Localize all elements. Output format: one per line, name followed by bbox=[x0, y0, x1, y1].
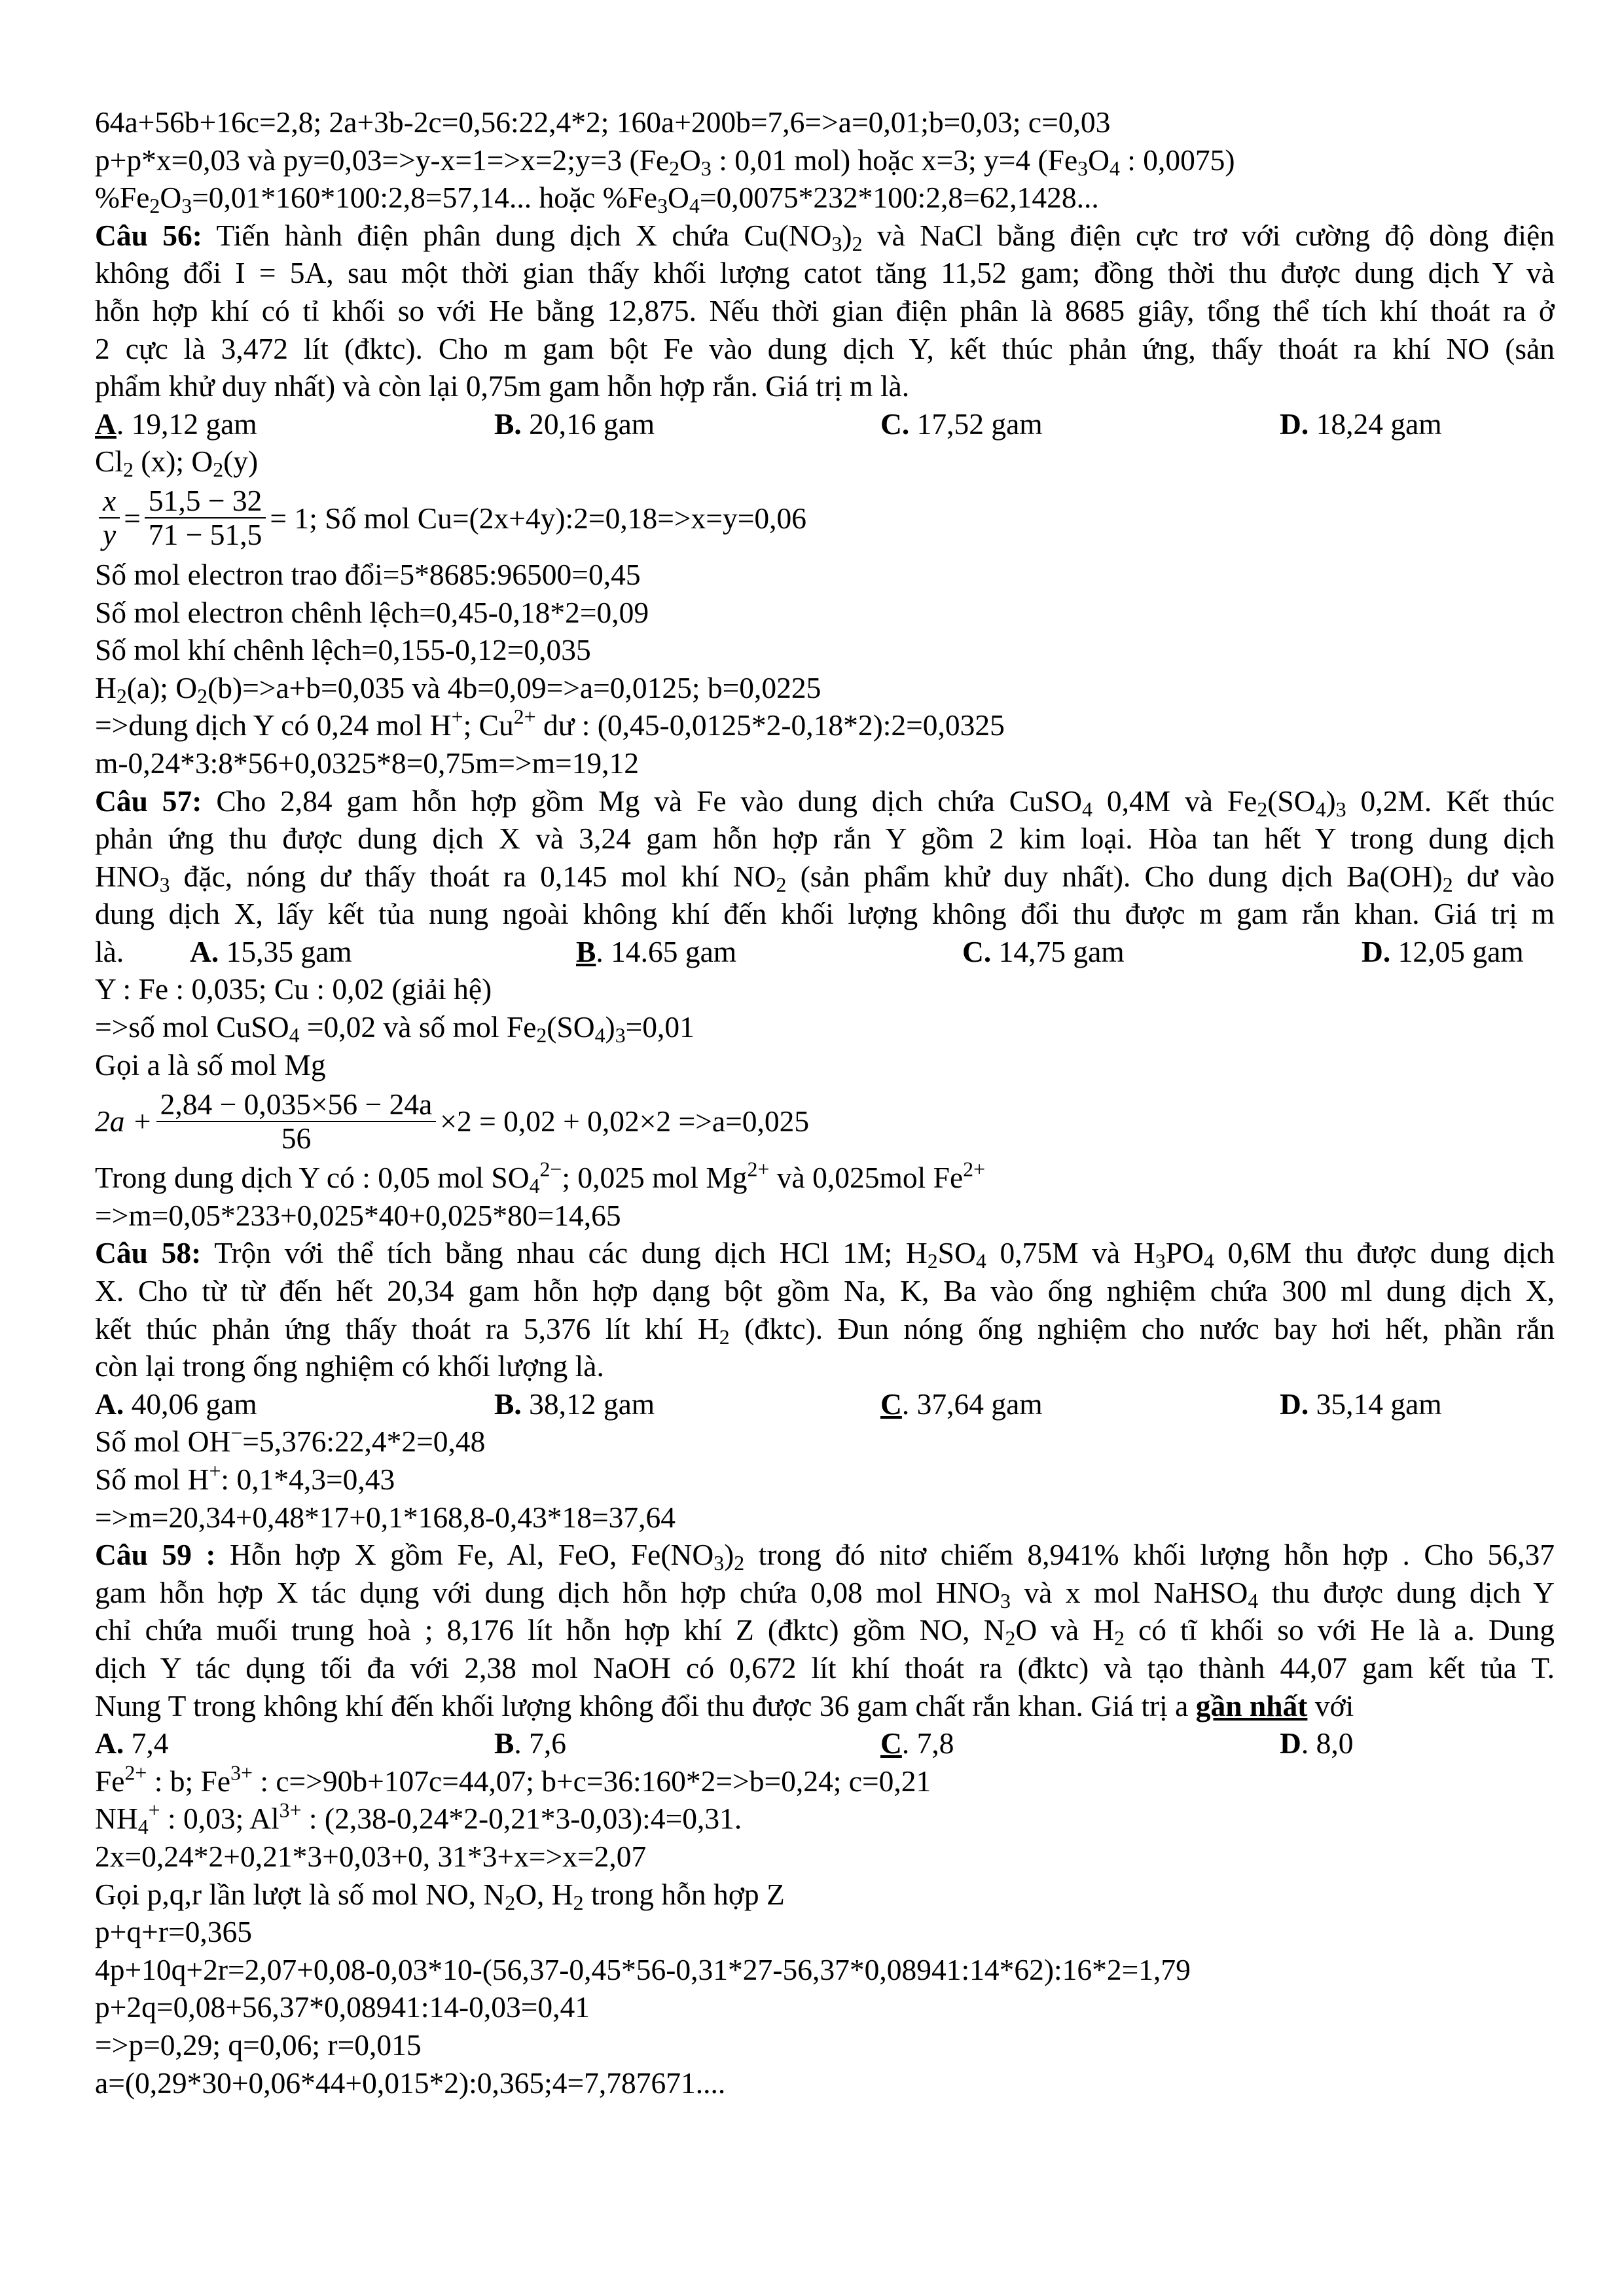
fraction: $\frac{51,5 - 32}{71 - 51,5}$ bbox=[145, 484, 266, 551]
option-d: D. 18,24 gam bbox=[1280, 407, 1442, 441]
question-text: X. Cho từ từ đến hết 20,34 gam hỗn hợp dạng bột gồm Na, K, Ba vào ống nghiệm chứa 300 ml dung dịch X, bbox=[95, 1274, 1555, 1308]
option-c: C. 17,52 gam bbox=[880, 407, 1043, 441]
solution-line: a=(0,29*30+0,06*44+0,015*2):0,365;4=7,787671.... bbox=[95, 2066, 726, 2100]
option-c: C. 37,64 gam bbox=[880, 1387, 1043, 1421]
solution-line: $\%Fe_2O_3=0,01*160*100:2,8=57,14$... hoặc $\%Fe_3O_4=0,0075*232*100:2,8=62,1428$... bbox=[95, 181, 1099, 218]
solution-line: Số mol OH−=5,376:22,4*2=0,48 bbox=[95, 1421, 486, 1459]
solution-line: =>m=20,34+0,48*17+0,1*168,8-0,43*18=37,64 bbox=[95, 1500, 676, 1534]
fraction: $\frac{2,84 - 0,035\times 56 - 24a}{56}$ bbox=[156, 1088, 437, 1155]
solution-line: Số mol khí chênh lệch=0,155-0,12=0,035 bbox=[95, 633, 591, 667]
question-text: 2 cực là 3,472 lít (đktc). Cho m gam bột Fe vào dung dịch Y, kết thúc phản ứng, thấy thoát ra khí NO (sản bbox=[95, 331, 1555, 365]
solution-line: 2x=0,24*2+0,21*3+0,03+0, 31*3+x=>x=2,07 bbox=[95, 1839, 647, 1873]
option-d: D. 8,0 bbox=[1280, 1726, 1354, 1760]
question-text: là. bbox=[95, 934, 124, 968]
solution-line: $Cl_2$ (x); $O_2(y)$ bbox=[95, 445, 259, 482]
option-a: A. 40,06 gam bbox=[95, 1387, 257, 1421]
option-d: D. 35,14 gam bbox=[1280, 1387, 1442, 1421]
solution-line: Số mol electron trao đổi=5*8685:96500=0,45 bbox=[95, 557, 641, 591]
question-text: $HNO_3$ đặc, nóng dư thấy thoát ra 0,145 mol khí $NO_2$ (sản phẩm khử duy nhất). Cho dung dịch $Ba(OH)_2$ dư vào bbox=[95, 859, 1555, 896]
option-a: A. 7,4 bbox=[95, 1726, 169, 1760]
option-b: B. 38,12 gam bbox=[494, 1387, 655, 1421]
option-b: B. 14.65 gam bbox=[576, 934, 737, 968]
solution-line: m-0,24*3:8*56+0,0325*8=0,75m=>m=19,12 bbox=[95, 746, 640, 780]
solution-line: 4p+10q+2r=2,07+0,08-0,03*10-(56,37-0,45*56-0,31*27-56,37*0,08941:14*62):16*2=1,79 bbox=[95, 1952, 1191, 1986]
solution-line: 64a+56b+16c=2,8; 2a+3b-2c=0,56:22,4*2; 160a+200b=7,6=>a=0,01;b=0,03; c=0,03 bbox=[95, 105, 1111, 139]
solution-line: =>p=0,29; q=0,06; r=0,015 bbox=[95, 2028, 422, 2062]
solution-line: $Fe^{2+}$ : b; $Fe^{3+}$ : c=>90b+107c=44,07; b+c=36:160*2=>b=0,24; c=0,21 bbox=[95, 1761, 931, 1798]
question-56: Câu 56: Tiến hành điện phân dung dịch X chứa $Cu(NO_3)_2$ và NaCl bằng điện cực trơ với cường độ dòng điện bbox=[95, 218, 1555, 255]
question-58: Câu 58: Trộn với thể tích bằng nhau các dung dịch HCl 1M; $H_2SO_4$ 0,75M và $H_3PO_4$ 0,6M thu được dung dịch bbox=[95, 1236, 1555, 1273]
answer-options bbox=[95, 933, 1555, 971]
question-text: gam hỗn hợp X tác dụng với dung dịch hỗn hợp chứa 0,08 mol $HNO_3$ và x mol NaHSO$_4$ thu được dung dịch Y bbox=[95, 1575, 1555, 1612]
question-text: còn lại trong ống nghiệm có khối lượng là. bbox=[95, 1349, 604, 1383]
solution-line: $NH_4^+$ : 0,03; $Al^{3+}$ : (2,38-0,24*2-0,21*3-0,03):4=0,31. bbox=[95, 1798, 742, 1839]
solution-line: Gọi p,q,r lần lượt là số mol NO, $N_2O$, $H_2$ trong hỗn hợp Z bbox=[95, 1877, 785, 1914]
question-text: hỗn hợp khí có tỉ khối so với He bằng 12,875. Nếu thời gian điện phân là 8685 giây, tổng thể tích khí thoát ra ở bbox=[95, 293, 1555, 327]
solution-line: =>số mol CuSO$_4$ =0,02 và số mol $Fe_2(SO_4)_3=0,01$ bbox=[95, 1010, 695, 1048]
option-c: C. 7,8 bbox=[880, 1726, 954, 1760]
question-text: không đổi I = 5A, sau một thời gian thấy khối lượng catot tăng 11,52 gam; đồng thời thu được dung dịch Y và bbox=[95, 256, 1555, 290]
option-d: D. 12,05 gam bbox=[1362, 934, 1524, 968]
solution-line: Số mol H+: 0,1*4,3=0,43 bbox=[95, 1459, 395, 1496]
option-b: B. 20,16 gam bbox=[494, 407, 655, 441]
solution-line: =>m=0,05*233+0,025*40+0,025*80=14,65 bbox=[95, 1198, 621, 1232]
question-57: Câu 57: Cho 2,84 gam hỗn hợp gồm Mg và Fe vào dung dịch chứa CuSO$_4$ 0,4M và $Fe_2(SO_4)_3$ 0,2M. Kết thúc bbox=[95, 784, 1555, 820]
fraction-equation: 2a + $\frac{2,84 - 0,035\times 56 - 24a}{56}$ ×2 = 0,02 + 0,02×2 =>a=0,025 bbox=[95, 1087, 810, 1155]
answer-options bbox=[95, 1724, 1555, 1762]
question-text: dung dịch X, lấy kết tủa nung ngoài không khí đến khối lượng không đổi thu được m gam rắn khan. Giá trị m bbox=[95, 897, 1555, 931]
solution-line: $H_2(a)$; $O_2(b)=>a+b=0,035$ và 4b=0,09=>a=0,0125; b=0,0225 bbox=[95, 670, 821, 708]
solution-line: =>dung dịch Y có 0,24 mol H+; $Cu^{2+}$ dư : (0,45-0,0125*2-0,18*2):2=0,0325 bbox=[95, 705, 1005, 742]
question-text: phản ứng thu được dung dịch X và 3,24 gam hỗn hợp rắn Y gồm 2 kim loại. Hòa tan hết Y trong dung dịch bbox=[95, 822, 1555, 856]
solution-line: Y : Fe : 0,035; Cu : 0,02 (giải hệ) bbox=[95, 972, 492, 1006]
option-a: A. 15,35 gam bbox=[190, 934, 352, 968]
answer-options bbox=[95, 405, 1555, 443]
solution-line: Số mol electron chênh lệch=0,45-0,18*2=0,09 bbox=[95, 595, 649, 629]
option-b: B. 7,6 bbox=[494, 1726, 566, 1760]
question-text: chỉ chứa muối trung hoà ; 8,176 lít hỗn hợp khí Z (đktc) gồm NO, $N_2O$ và $H_2$ có tĩ khối so với He là a. Dung bbox=[95, 1613, 1555, 1649]
solution-line: p+q+r=0,365 bbox=[95, 1915, 253, 1949]
question-text: kết thúc phản ứng thấy thoát ra 5,376 lít khí $H_2$ (đktc). Đun nóng ống nghiệm cho nước bay hơi hết, phần rắn bbox=[95, 1311, 1555, 1348]
solution-line: Trong dung dịch Y có : 0,05 mol $SO_4^{2-}$; 0,025 mol $Mg^{2+}$ và 0,025mol $Fe^{2+}$ bbox=[95, 1157, 986, 1198]
question-59: Câu 59 : Hỗn hợp X gồm Fe, Al, FeO, $Fe(NO_3)_2$ trong đó nitơ chiếm 8,941% khối lượng hỗn hợp . Cho 56,37 bbox=[95, 1538, 1555, 1574]
option-c: C. 14,75 gam bbox=[962, 934, 1125, 968]
solution-line: p+p*x=0,03 và py=0,03=>y-x=1=>x=2;y=3 ($Fe_2O_3$ : 0,01 mol) hoặc x=3; y=4 ($Fe_3O_4$ : 0,0075) bbox=[95, 143, 1235, 180]
fraction: $\frac{x}{y}$ bbox=[99, 484, 120, 551]
solution-line: Gọi a là số mol Mg bbox=[95, 1048, 326, 1082]
option-a: A. 19,12 gam bbox=[95, 407, 257, 441]
question-text: phẩm khử duy nhất) và còn lại 0,75m gam hỗn hợp rắn. Giá trị m là. bbox=[95, 369, 910, 403]
solution-line: p+2q=0,08+56,37*0,08941:14-0,03=0,41 bbox=[95, 1990, 590, 2024]
document-page bbox=[95, 103, 1555, 2102]
question-text: Nung T trong không khí đến khối lượng không đổi thu được 36 gam chất rắn khan. Giá trị a gần nhất với bbox=[95, 1688, 1354, 1722]
question-text: dịch Y tác dụng tối đa với 2,38 mol NaOH có 0,672 lít khí thoát ra (đktc) và tạo thành 44,07 gam kết tủa T. bbox=[95, 1650, 1555, 1685]
fraction-equation: $\frac{x}{y}$ = $\frac{51,5 - 32}{71 - 51,5}$ = 1; Số mol Cu=(2x+4y):2=0,18=>x=y=0,06 bbox=[95, 481, 1555, 556]
answer-options bbox=[95, 1385, 1555, 1423]
